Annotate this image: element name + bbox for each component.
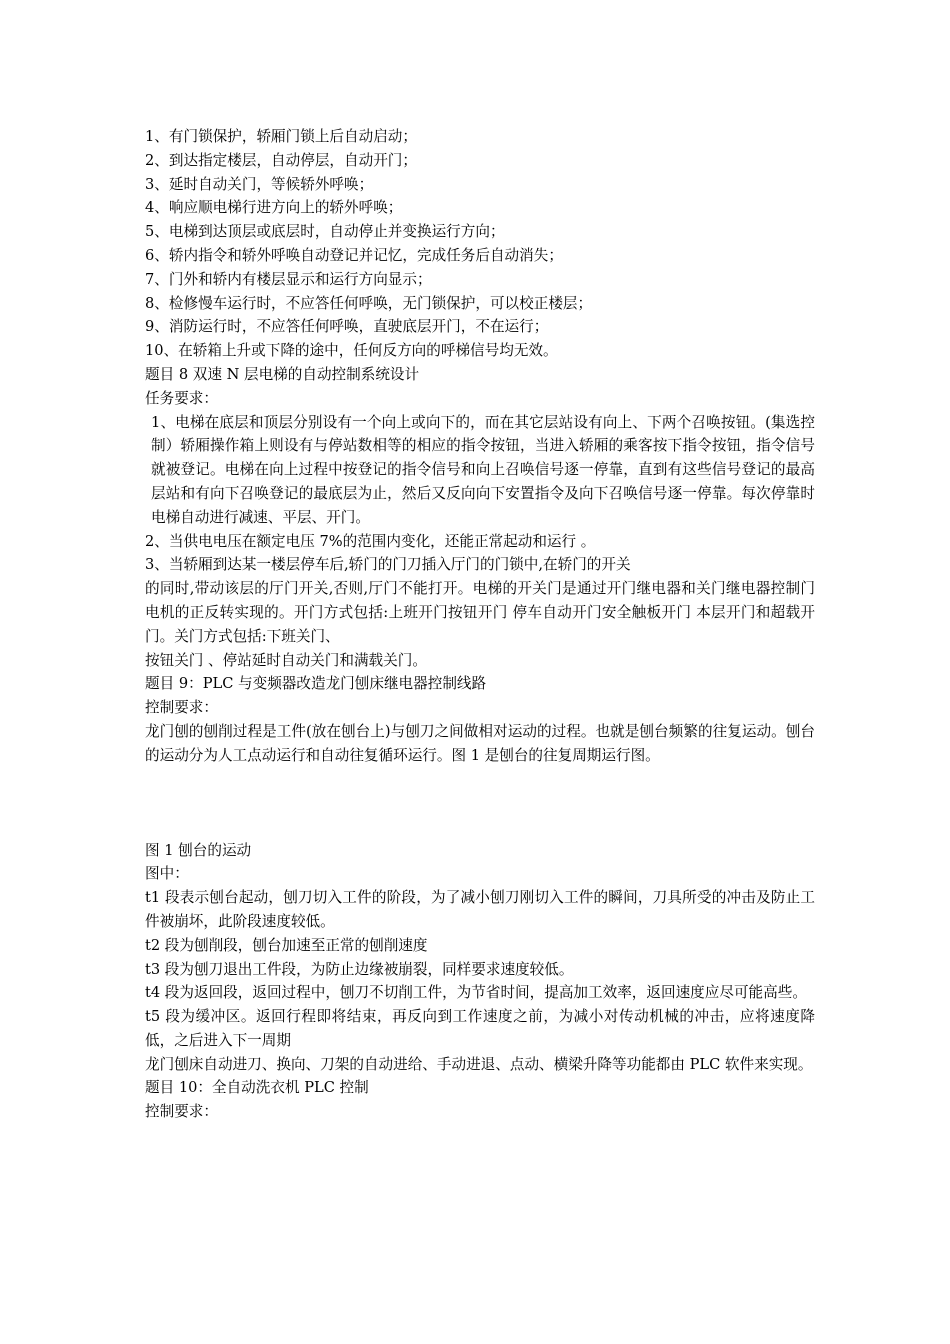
segment-t3-description: t3 段为刨刀退出工件段，为防止边缘被崩裂，同样要求速度较低。 — [145, 960, 574, 978]
elevator-requirement-3: 3、延时自动关门，等候轿外呼唤； — [145, 175, 374, 193]
segment-t5-description: t5 段为缓冲区。返回行程即将结束，再反向到工作速度之前，为减小对传动机械的冲击，应将速度降低，之后进入下一周期 — [145, 1008, 815, 1049]
topic8-requirement-3-first-line: 3、当轿厢到达某一楼层停车后,轿门的门刀插入厅门的门锁中,在轿门的开关 — [145, 556, 631, 574]
elevator-requirement-1: 1、有门锁保护，轿厢门锁上后自动启动； — [145, 128, 417, 145]
topic8-requirement-2: 2、当供电电压在额定电压 7%的范围内变化，还能正常起动和运行 。 — [145, 532, 596, 550]
topic9-intro-paragraph: 龙门刨的刨削过程是工件(放在刨台上)与刨刀之间做相对运动的过程。也就是刨台频繁的往复运动。刨台的运动分为人工点动运行和自动往复循环运行。图 1 是刨台的往复周期运行图。 — [145, 722, 815, 764]
topic9-title: 题目 9：PLC 与变频器改造龙门刨床继电器控制线路 — [145, 675, 487, 693]
elevator-requirement-8: 8、检修慢车运行时，不应答任何呼唤，无门锁保护，可以校正楼层； — [145, 294, 593, 312]
topic8-title: 题目 8 双速 N 层电梯的自动控制系统设计 — [145, 365, 420, 383]
elevator-requirement-5: 5、电梯到达顶层或底层时，自动停止并变换运行方向； — [145, 223, 505, 241]
topic9-summary: 龙门刨床自动进刀、换向、刀架的自动进给、手动进退、点动、横梁升降等功能都由 PLC 软件来实现。 — [145, 1055, 813, 1073]
segment-t1-description: t1 段表示刨台起动，刨刀切入工件的阶段，为了减小刨刀刚切入工件的瞬间，刀具所受的冲击及防止工件被崩坏，此阶段速度较低。 — [145, 889, 815, 930]
segment-t4-description: t4 段为返回段，返回过程中，刨刀不切削工件，为节省时间，提高加工效率，返回速度应尽可能高些。 — [145, 984, 807, 1002]
elevator-requirement-2: 2、到达指定楼层，自动停层，自动开门； — [145, 151, 417, 169]
topic8-task-label: 任务要求： — [145, 389, 218, 407]
elevator-requirement-10: 10、在轿箱上升或下降的途中，任何反方向的呼梯信号均无效。 — [145, 342, 558, 360]
elevator-requirement-7: 7、门外和轿内有楼层显示和运行方向显示； — [145, 270, 432, 288]
figure-placeholder — [145, 768, 815, 839]
topic10-control-label: 控制要求： — [145, 1103, 218, 1121]
segment-t2-description: t2 段为刨削段，刨台加速至正常的刨削速度 — [145, 936, 428, 954]
document-body — [145, 125, 815, 1124]
elevator-requirement-4: 4、响应顺电梯行进方向上的轿外呼唤； — [145, 199, 403, 217]
topic8-requirement-3-continued: 的同时,带动该层的厅门开关,否则,厅门不能打开。电梯的开关门是通过开门继电器和关门继电器控制门电机的正反转实现的。开门方式包括:上班开门按钮开门 停车自动开门安全触板开门 本层开门和超载开门。关门方式包括:下班关门、 — [145, 580, 815, 645]
elevator-requirement-6: 6、轿内指令和轿外呼唤自动登记并记忆，完成任务后自动消失； — [145, 246, 563, 264]
elevator-requirement-9: 9、消防运行时，不应答任何呼唤，直驶底层开门，不在运行； — [145, 318, 549, 336]
figure-legend-label: 图中： — [145, 865, 189, 883]
figure-caption: 图 1 刨台的运动 — [145, 841, 252, 859]
topic9-control-label: 控制要求： — [145, 699, 218, 717]
topic10-title: 题目 10：全自动洗衣机 PLC 控制 — [145, 1079, 369, 1097]
topic8-requirement-3-last-line: 按钮关门 、停站延时自动关门和满载关门。 — [145, 651, 427, 669]
topic8-requirement-1: 1、电梯在底层和顶层分别设有一个向上或向下的，而在其它层站设有向上、下两个召唤按钮。(集选控制）轿厢操作箱上则设有与停站数相等的相应的指令按钮，当进入轿厢的乘客按下指令按钮，指令信号就被登记。电梯在向上过程中按登记的指令信号和向上召唤信号逐一停靠，直到有这些信号登记的最高层站和有向下召唤登记的最底层为止，然后又反向向下安置指令及向下召唤信号逐一停靠。每次停靠时电梯自动进行减速、平层、开门。 — [151, 413, 815, 526]
